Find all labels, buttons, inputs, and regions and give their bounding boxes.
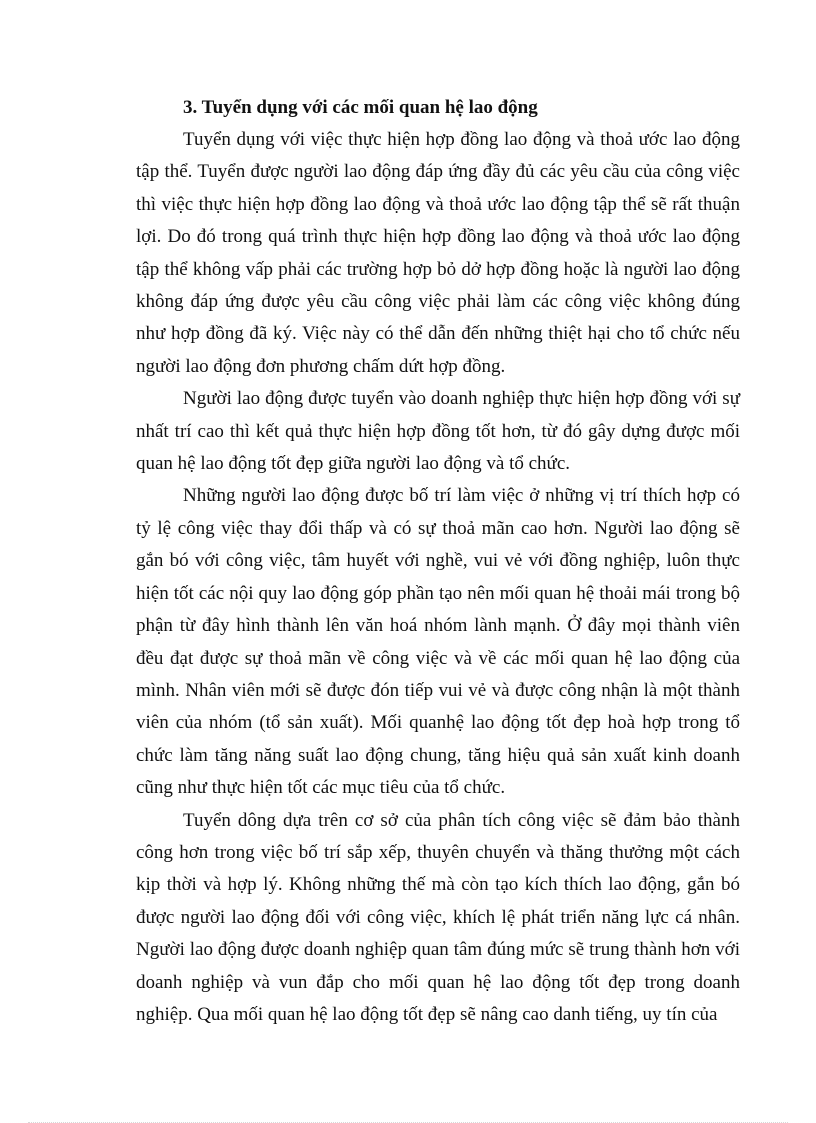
paragraph-4: Tuyển dông dựa trên cơ sở của phân tích công việc sẽ đảm bảo thành công hơn trong việc bố trí sắp xếp, thuyên chuyển và thăng thưởng một cách kịp thời và hợp lý. Không những thế mà còn tạo kích thích lao động, gắn bó được người lao động đối với công việc, khích lệ phát triển năng lực cá nhân. Người lao động được doanh nghiệp quan tâm đúng mức sẽ trung thành hơn với doanh nghiệp và vun đắp cho mối quan hệ lao động tốt đẹp trong doanh nghiệp. Qua mối quan hệ lao động tốt đẹp sẽ nâng cao danh tiếng, uy tín của — [136, 809, 740, 1025]
paragraph-3: Những người lao động được bố trí làm việc ở những vị trí thích hợp có tỷ lệ công việc thay đổi thấp và có sự thoả mãn cao hơn. Người lao động sẽ gắn bó với công việc, tâm huyết với nghề, vui vẻ với đồng nghiệp, luôn thực hiện tốt các nội quy lao động góp phần tạo nên mối quan hệ thoải mái trong bộ phận từ đây hình thành lên văn hoá nhóm lành mạnh. Ở đây mọi thành viên đều đạt được sự thoả mãn về công việc và về các mối quan hệ lao động của mình. Nhân viên mới sẽ được đón tiếp vui vẻ và được công nhận là một thành viên của nhóm (tổ sản xuất). Mối quanhệ lao động tốt đẹp hoà hợp trong tổ chức làm tăng năng suất lao động chung, tăng hiệu quả sản xuất kinh doanh cũng như thực hiện tốt các mục tiêu của tổ chức. — [136, 485, 740, 799]
paragraph-1: Tuyển dụng với việc thực hiện hợp đồng lao động và thoả ước lao động tập thể. Tuyển được người lao động đáp ứng đầy đủ các yêu cầu của công việc thì việc thực hiện hợp đồng lao động và thoả ước lao động tập thể sẽ rất thuận lợi. Do đó trong quá trình thực hiện hợp đồng lao động và thoả ước lao động tập thể không vấp phải các trường hợp bỏ dở hợp đồng hoặc là người lao động không đáp ứng được yêu cầu công việc phải làm các công việc không đúng như hợp đồng đã ký. Việc này có thể dẫn đến những thiệt hại cho tổ chức nếu người lao động đơn phương chấm dứt hợp đồng. — [136, 129, 740, 377]
section-heading: 3. Tuyển dụng với các mối quan hệ lao động — [183, 97, 538, 118]
document-body — [136, 92, 740, 1031]
paragraph-2: Người lao động được tuyển vào doanh nghiệp thực hiện hợp đồng với sự nhất trí cao thì kết quả thực hiện hợp đồng tốt hơn, từ đó gây dựng được mối quan hệ lao động tốt đẹp giữa người lao động và tổ chức. — [136, 388, 740, 475]
